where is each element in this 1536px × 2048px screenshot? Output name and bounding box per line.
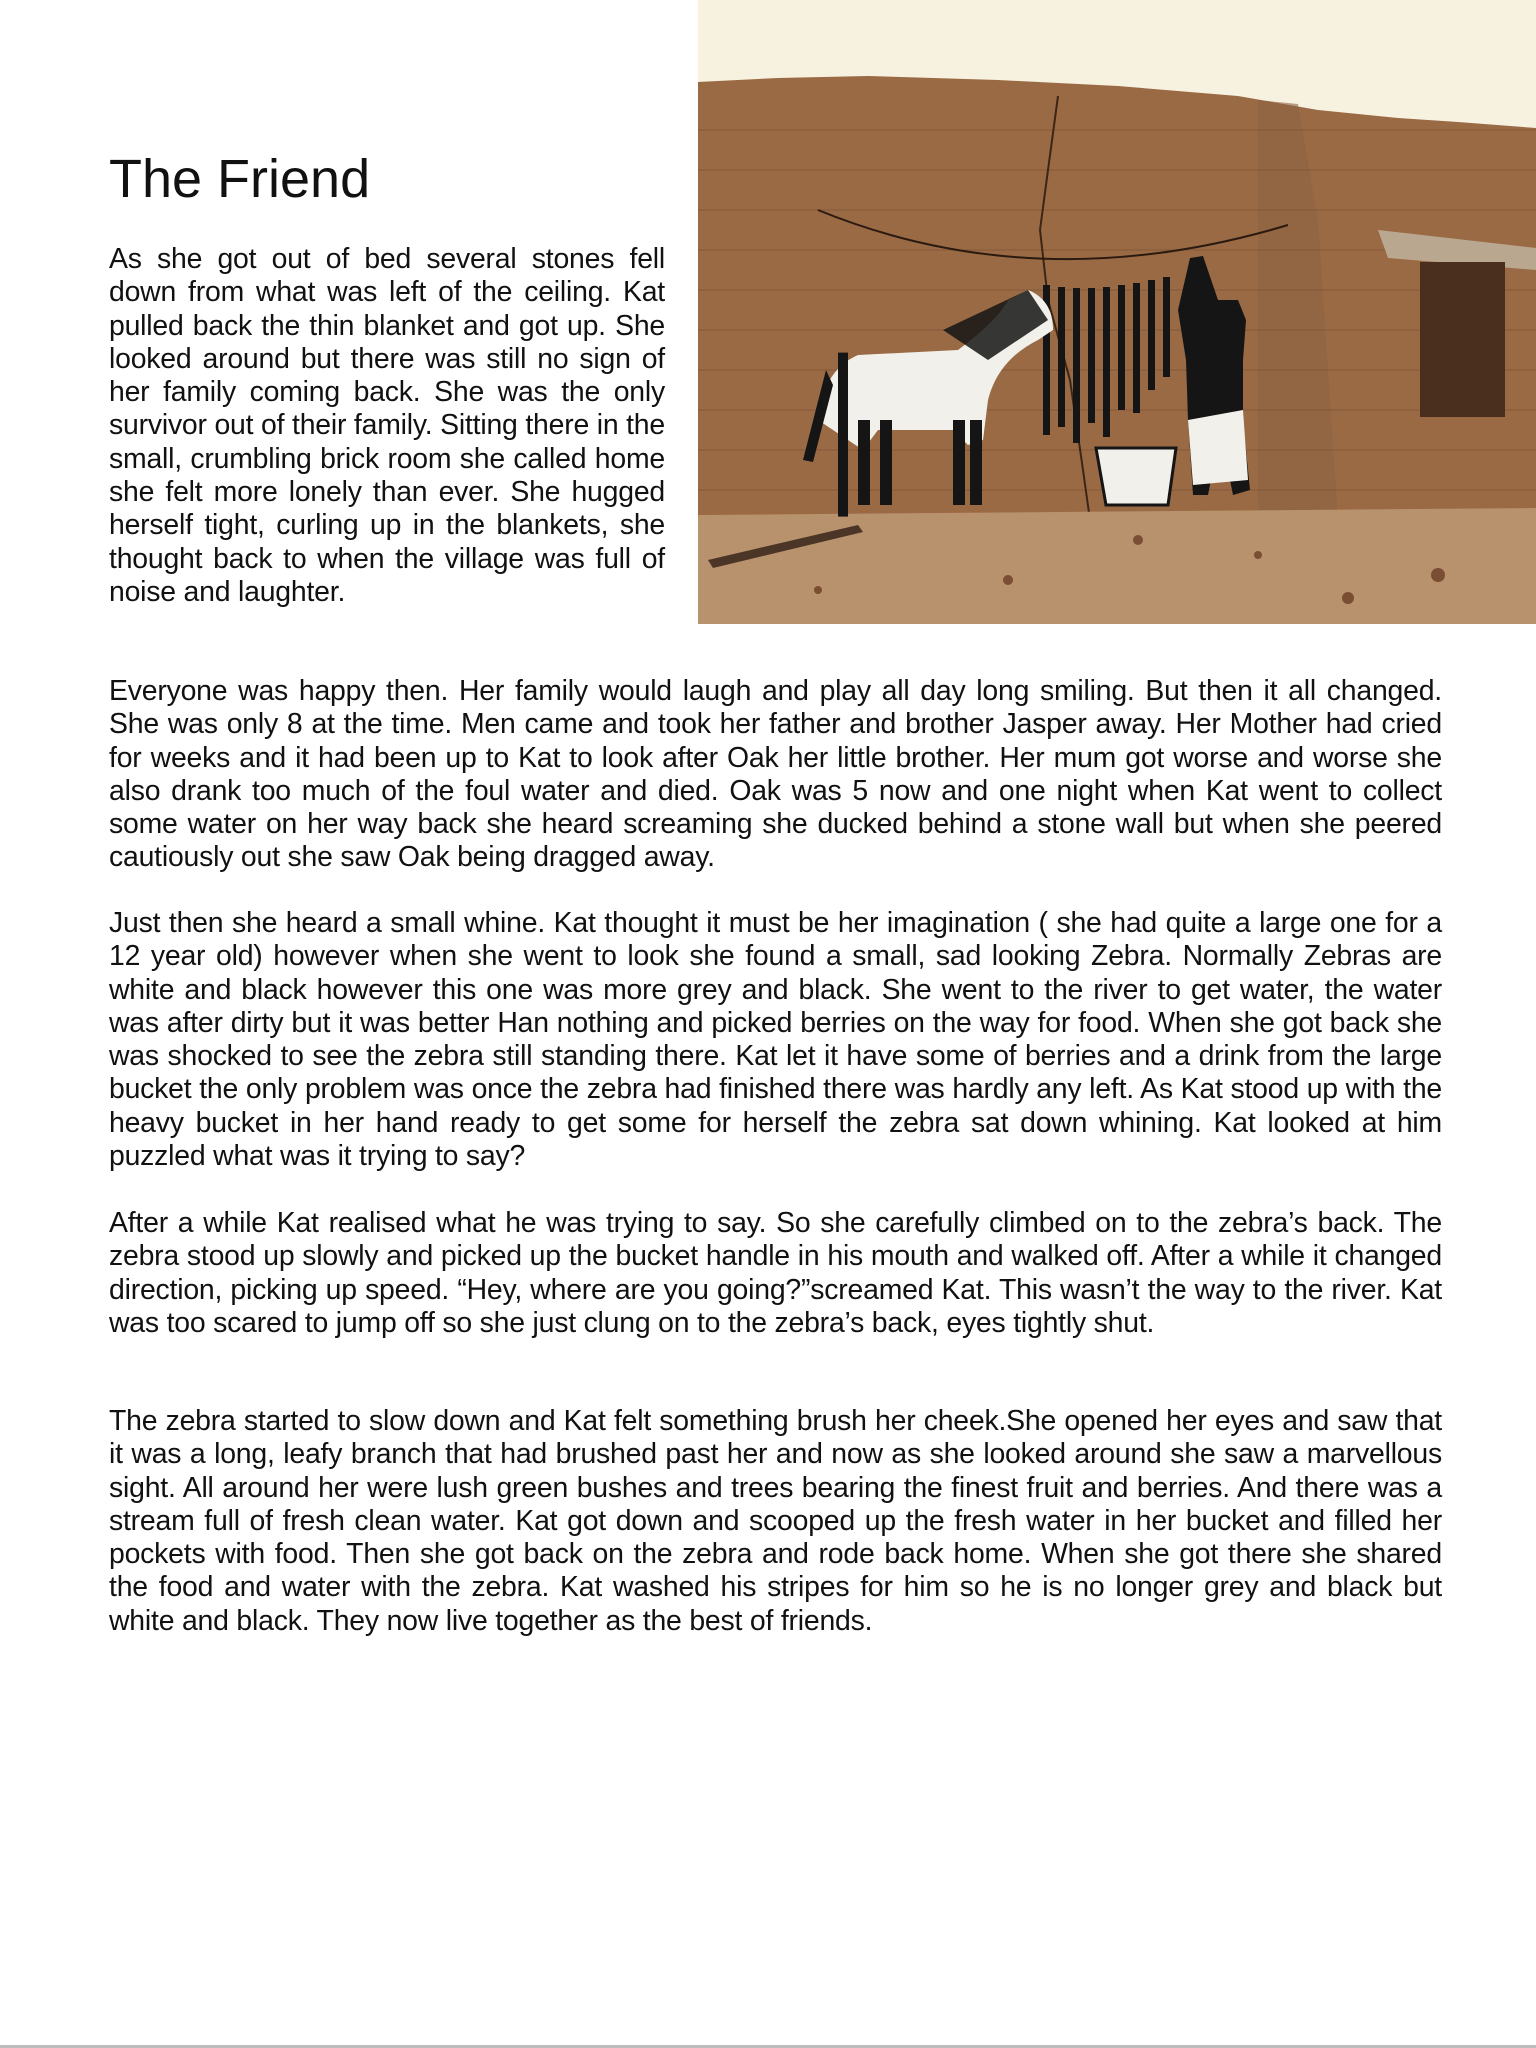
window — [1420, 262, 1505, 417]
bucket — [1096, 448, 1176, 505]
story-paragraph-4: After a while Kat realised what he was trying to say. So she carefully climbed on to the zebra’s back. The zebra stood up slowly and picked up the bucket handle in his mouth and walked off. After a while it changed direction, picking up speed. “Hey, where are you going?”screamed Kat. This wasn’t the way to the river. Kat was too scared to jump off so she just clung on to the zebra’s back, eyes tightly shut. — [109, 1207, 1442, 1339]
story-paragraph-1: As she got out of bed several stones fell down from what was left of the ceiling. Kat pulled back the thin blanket and got up. She looked around but there was still no sign of her family coming back. She was the only survivor out of their family. Sitting there in the small, crumbling brick room she called home she felt more lonely than ever. She hugged herself tight, curling up in the blankets, she thought back to when the village was full of noise and laughter. — [109, 243, 665, 608]
zebra-artwork-illustration — [698, 0, 1536, 624]
zebra-street-art-image — [698, 0, 1536, 624]
story-paragraph-2: Everyone was happy then. Her family would laugh and play all day long smiling. But then it all changed. She was only 8 at the time. Men came and took her father and brother Jasper away. Her Mother had cried for weeks and it had been up to Kat to look after Oak her little brother. Her mum got worse and worse she also drank too much of the foul water and died. Oak was 5 now and one night when Kat went to collect some water on her way back she heard screaming she ducked behind a stone wall but when she peered cautiously out she saw Oak being dragged away. — [109, 675, 1442, 874]
ground — [698, 508, 1536, 624]
story-title: The Friend — [109, 149, 371, 209]
story-paragraph-5: The zebra started to slow down and Kat felt something brush her cheek.She opened her eyes and saw that it was a long, leafy branch that had brushed past her and now as she looked around she saw a marvellous sight. All around her were lush green bushes and trees bearing the finest fruit and berries. And there was a stream full of fresh clean water. Kat got down and scooped up the fresh water in her bucket and filled her pockets with food. Then she got back on the zebra and rode back home. When she got there she shared the food and water with the zebra. Kat washed his stripes for him so he is no longer grey and black but white and black. They now live together as the best of friends. — [109, 1405, 1442, 1637]
story-paragraph-3: Just then she heard a small whine. Kat thought it must be her imagination ( she had quite a large one for a 12 year old) however when she went to look she found a small, sad looking Zebra. Normally Zebras are white and black however this one was more grey and black. She went to the river to get water, the water was after dirty but it was better Han nothing and picked berries on the way for food. When she got back she was shocked to see the zebra still standing there. Kat let it have some of berries and a drink from the large bucket the only problem was once the zebra had finished there was hardly any left. As Kat stood up with the heavy bucket in her hand ready to get some for herself the zebra sat down whining. Kat looked at him puzzled what was it trying to say? — [109, 907, 1442, 1173]
